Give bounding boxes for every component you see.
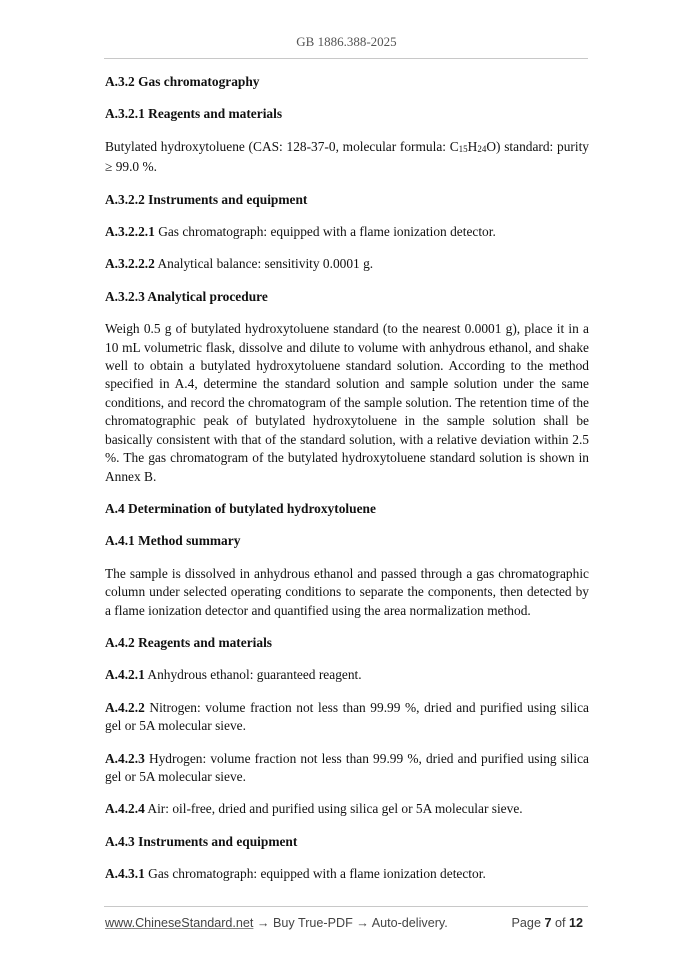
paragraph-analytical-procedure: Weigh 0.5 g of butylated hydroxytoluene standard (to the nearest 0.0001 g), place it in a 10 mL volumetric flask, dissolve and dilute to volume with anhydrous ethanol, and shake well to obtain a butylated hydroxytoluene standard solution. According to the method specified in A.4, determine the standard solution and sample solution under the same conditions, and record the chromatogram of the sample solution. The retention time of the chromatographic peak of butylated hydroxytoluene in the sample solution shall be basically consistent with that of the standard solution, with a relative deviation within 2.5 %. The gas chromatogram of the butylated hydroxytoluene standard solution is shown in Annex B. [105, 321, 589, 484]
clause-a3221: A.3.2.2.1 Gas chromatograph: equipped with a flame ionization detector. [105, 224, 496, 240]
total-pages: 12 [568, 916, 583, 930]
heading-a323: A.3.2.3 Analytical procedure [105, 288, 268, 304]
heading-a43: A.4.3 Instruments and equipment [105, 833, 298, 849]
footer-divider [104, 906, 588, 907]
clause-a3222: A.3.2.2.2 Analytical balance: sensitivity 0.0001 g. [105, 256, 374, 272]
chinesestandard-link[interactable]: www.ChineseStandard.net [105, 916, 254, 930]
clause-a422: A.4.2.2 Nitrogen: volume fraction not less than 99.99 %, dried and purified using silica gel or 5A molecular sieve. [105, 699, 589, 734]
paragraph-method-summary: The sample is dissolved in anhydrous ethanol and passed through a gas chromatographic column under selected operating conditions to separate the components, then detected by a flame ionization detector and quantified using the area normalization method. [105, 565, 589, 618]
heading-a32: A.3.2 Gas chromatography [105, 74, 260, 89]
heading-a321: A.3.2.1 Reagents and materials [105, 106, 283, 122]
clause-a423: A.4.2.3 Hydrogen: volume fraction not less than 99.99 %, dried and purified using silica gel or 5A molecular sieve. [105, 750, 589, 784]
footer-promo: www.ChineseStandard.net → Buy True-PDF → Auto-delivery. [105, 916, 448, 930]
heading-a4: A.4 Determination of butylated hydroxytoluene [105, 500, 376, 516]
page-indicator: Page 7 of 12 [511, 916, 583, 930]
running-header: GB 1886.388-2025 [296, 34, 397, 49]
heading-a322: A.3.2.2 Instruments and equipment [105, 191, 308, 207]
header-divider [104, 58, 588, 59]
page-footer [105, 916, 583, 930]
clause-a431: A.4.3.1 Gas chromatograph: equipped with a flame ionization detector. [105, 866, 486, 882]
page-body [105, 73, 589, 884]
clause-a421: A.4.2.1 Anhydrous ethanol: guaranteed reagent. [105, 667, 362, 683]
heading-a41: A.4.1 Method summary [105, 533, 241, 549]
clause-a424: A.4.2.4 Air: oil-free, dried and purified using silica gel or 5A molecular sieve. [105, 801, 523, 817]
current-page: 7 [544, 916, 552, 930]
paragraph-bht-standard: Butylated hydroxytoluene (CAS: 128-37-0, molecular formula: C15H24O) standard: purity ≥ 99.0 %. [105, 138, 589, 175]
heading-a42: A.4.2 Reagents and materials [105, 634, 272, 650]
